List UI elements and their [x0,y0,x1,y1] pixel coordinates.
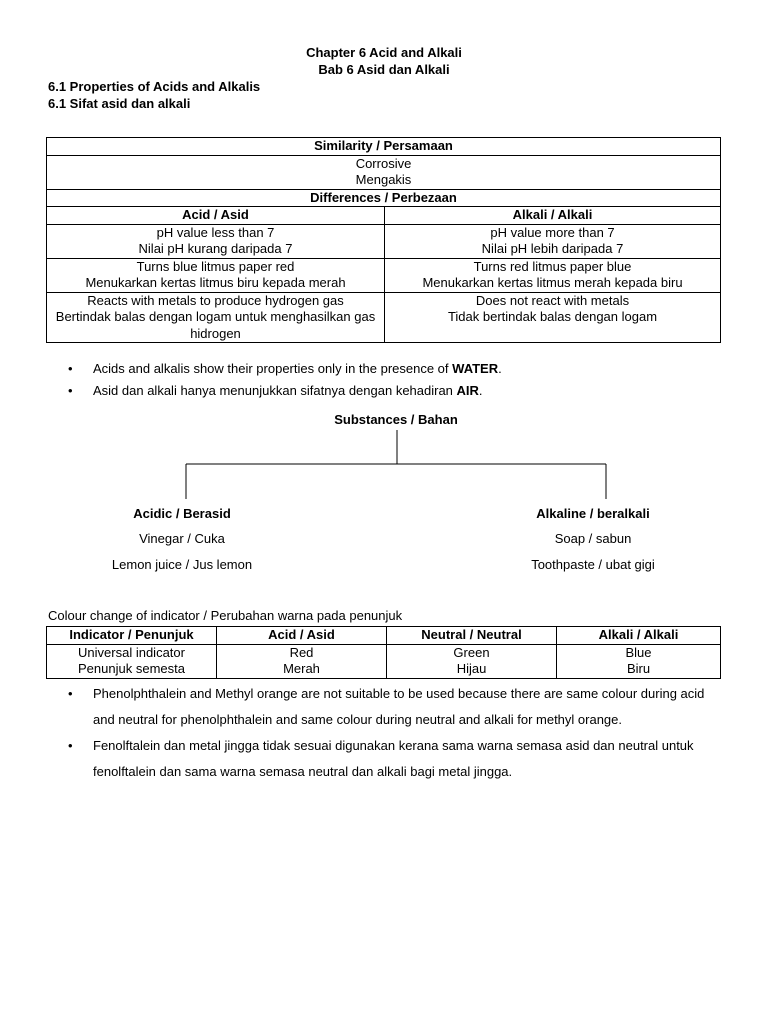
differences-header: Differences / Perbezaan [47,189,721,207]
cell-text: Does not react with metals [475,292,630,308]
bullet-icon: • [68,686,73,701]
similarity-ms: Mengakis [355,172,412,187]
cell-text: hidrogen [190,325,241,341]
indicator-table [46,626,721,679]
cell-text: pH value less than 7 [156,224,275,240]
neutral-colour-cell [387,644,557,678]
section-heading-ms: 6.1 Sifat asid dan alkali [48,96,191,111]
similarity-en: Corrosive [355,155,412,171]
acidic-example: Lemon juice / Jus lemon [111,557,253,572]
keyword-water: WATER [452,361,499,376]
cell-text: Merah [283,661,320,676]
cell-text: Green [453,644,490,660]
keyword-air: AIR [456,383,479,398]
note-text: Fenolftalein dan metal jingga tidak sesuai digunakan kerana sama warna semasa asid dan neutral untuk fenolftalein dan sama warna semasa neutral dan alkali bagi metal jingga. [93,738,694,779]
similarity-header: Similarity / Persamaan [47,138,721,156]
list-item [68,681,728,733]
indicator-header: Indicator / Penunjuk [47,627,217,645]
chapter-title-ms: Bab 6 Asid dan Alkali [318,62,450,77]
indicator-cell [47,644,217,678]
bullet-icon: • [68,383,73,398]
acidic-example: Vinegar / Cuka [139,531,225,546]
table-row [47,644,721,678]
cell-text: Nilai pH kurang daripada 7 [138,241,293,256]
cell-text: Universal indicator [78,644,185,660]
cell-text: Menukarkan kertas litmus biru kepada merah [85,275,346,290]
note-text: Phenolphthalein and Methyl orange are not suitable to be used because there are same colour during acid and neutral for phenolphthalein and same colour during neutral and alkali for methyl orange. [93,686,705,727]
note-suffix: . [478,383,483,398]
acid-column-header: Acid / Asid [47,207,385,225]
cell-text: Hijau [456,661,487,676]
cell-text: Red [289,644,314,660]
acidic-heading: Acidic / Berasid [133,506,231,521]
indicator-notes [68,681,728,785]
cell-text: Blue [625,644,652,660]
bullet-icon: • [68,738,73,753]
alkaline-example: Soap / sabun [554,531,632,546]
acid-header: Acid / Asid [217,627,387,645]
alkali-header: Alkali / Alkali [557,627,721,645]
cell-text: Penunjuk semesta [78,661,185,676]
cell-text: Menukarkan kertas litmus merah kepada biru [422,275,683,290]
note-text: Asid dan alkali hanya menunjukkan sifatnya dengan kehadiran [93,383,457,398]
cell-text: Bertindak balas dengan logam untuk menghasilkan gas [55,309,376,324]
neutral-header: Neutral / Neutral [387,627,557,645]
alkali-column-header: Alkali / Alkali [385,207,721,225]
note-suffix: . [498,361,502,376]
chapter-title-en: Chapter 6 Acid and Alkali [306,45,462,60]
alkaline-example: Toothpaste / ubat gigi [531,557,655,572]
indicator-caption: Colour change of indicator / Perubahan warna pada penunjuk [48,608,403,623]
note-text: Acids and alkalis show their properties only in the presence of [93,361,453,376]
cell-text: Nilai pH lebih daripada 7 [481,241,624,256]
cell-text: Biru [626,661,651,676]
section-heading-en: 6.1 Properties of Acids and Alkalis [48,79,261,94]
bullet-icon: • [68,361,73,376]
cell-text: pH value more than 7 [490,224,615,240]
acid-colour-cell [217,644,387,678]
alkaline-heading: Alkaline / beralkali [536,506,650,521]
cell-text: Turns red litmus paper blue [473,258,632,274]
list-item [68,733,728,785]
cell-text: Reacts with metals to produce hydrogen gas [87,292,344,308]
tree-root-label: Substances / Bahan [334,412,458,427]
alkali-colour-cell [557,644,721,678]
cell-text: Tidak bertindak balas dengan logam [447,309,658,324]
cell-text: Turns blue litmus paper red [136,258,295,274]
